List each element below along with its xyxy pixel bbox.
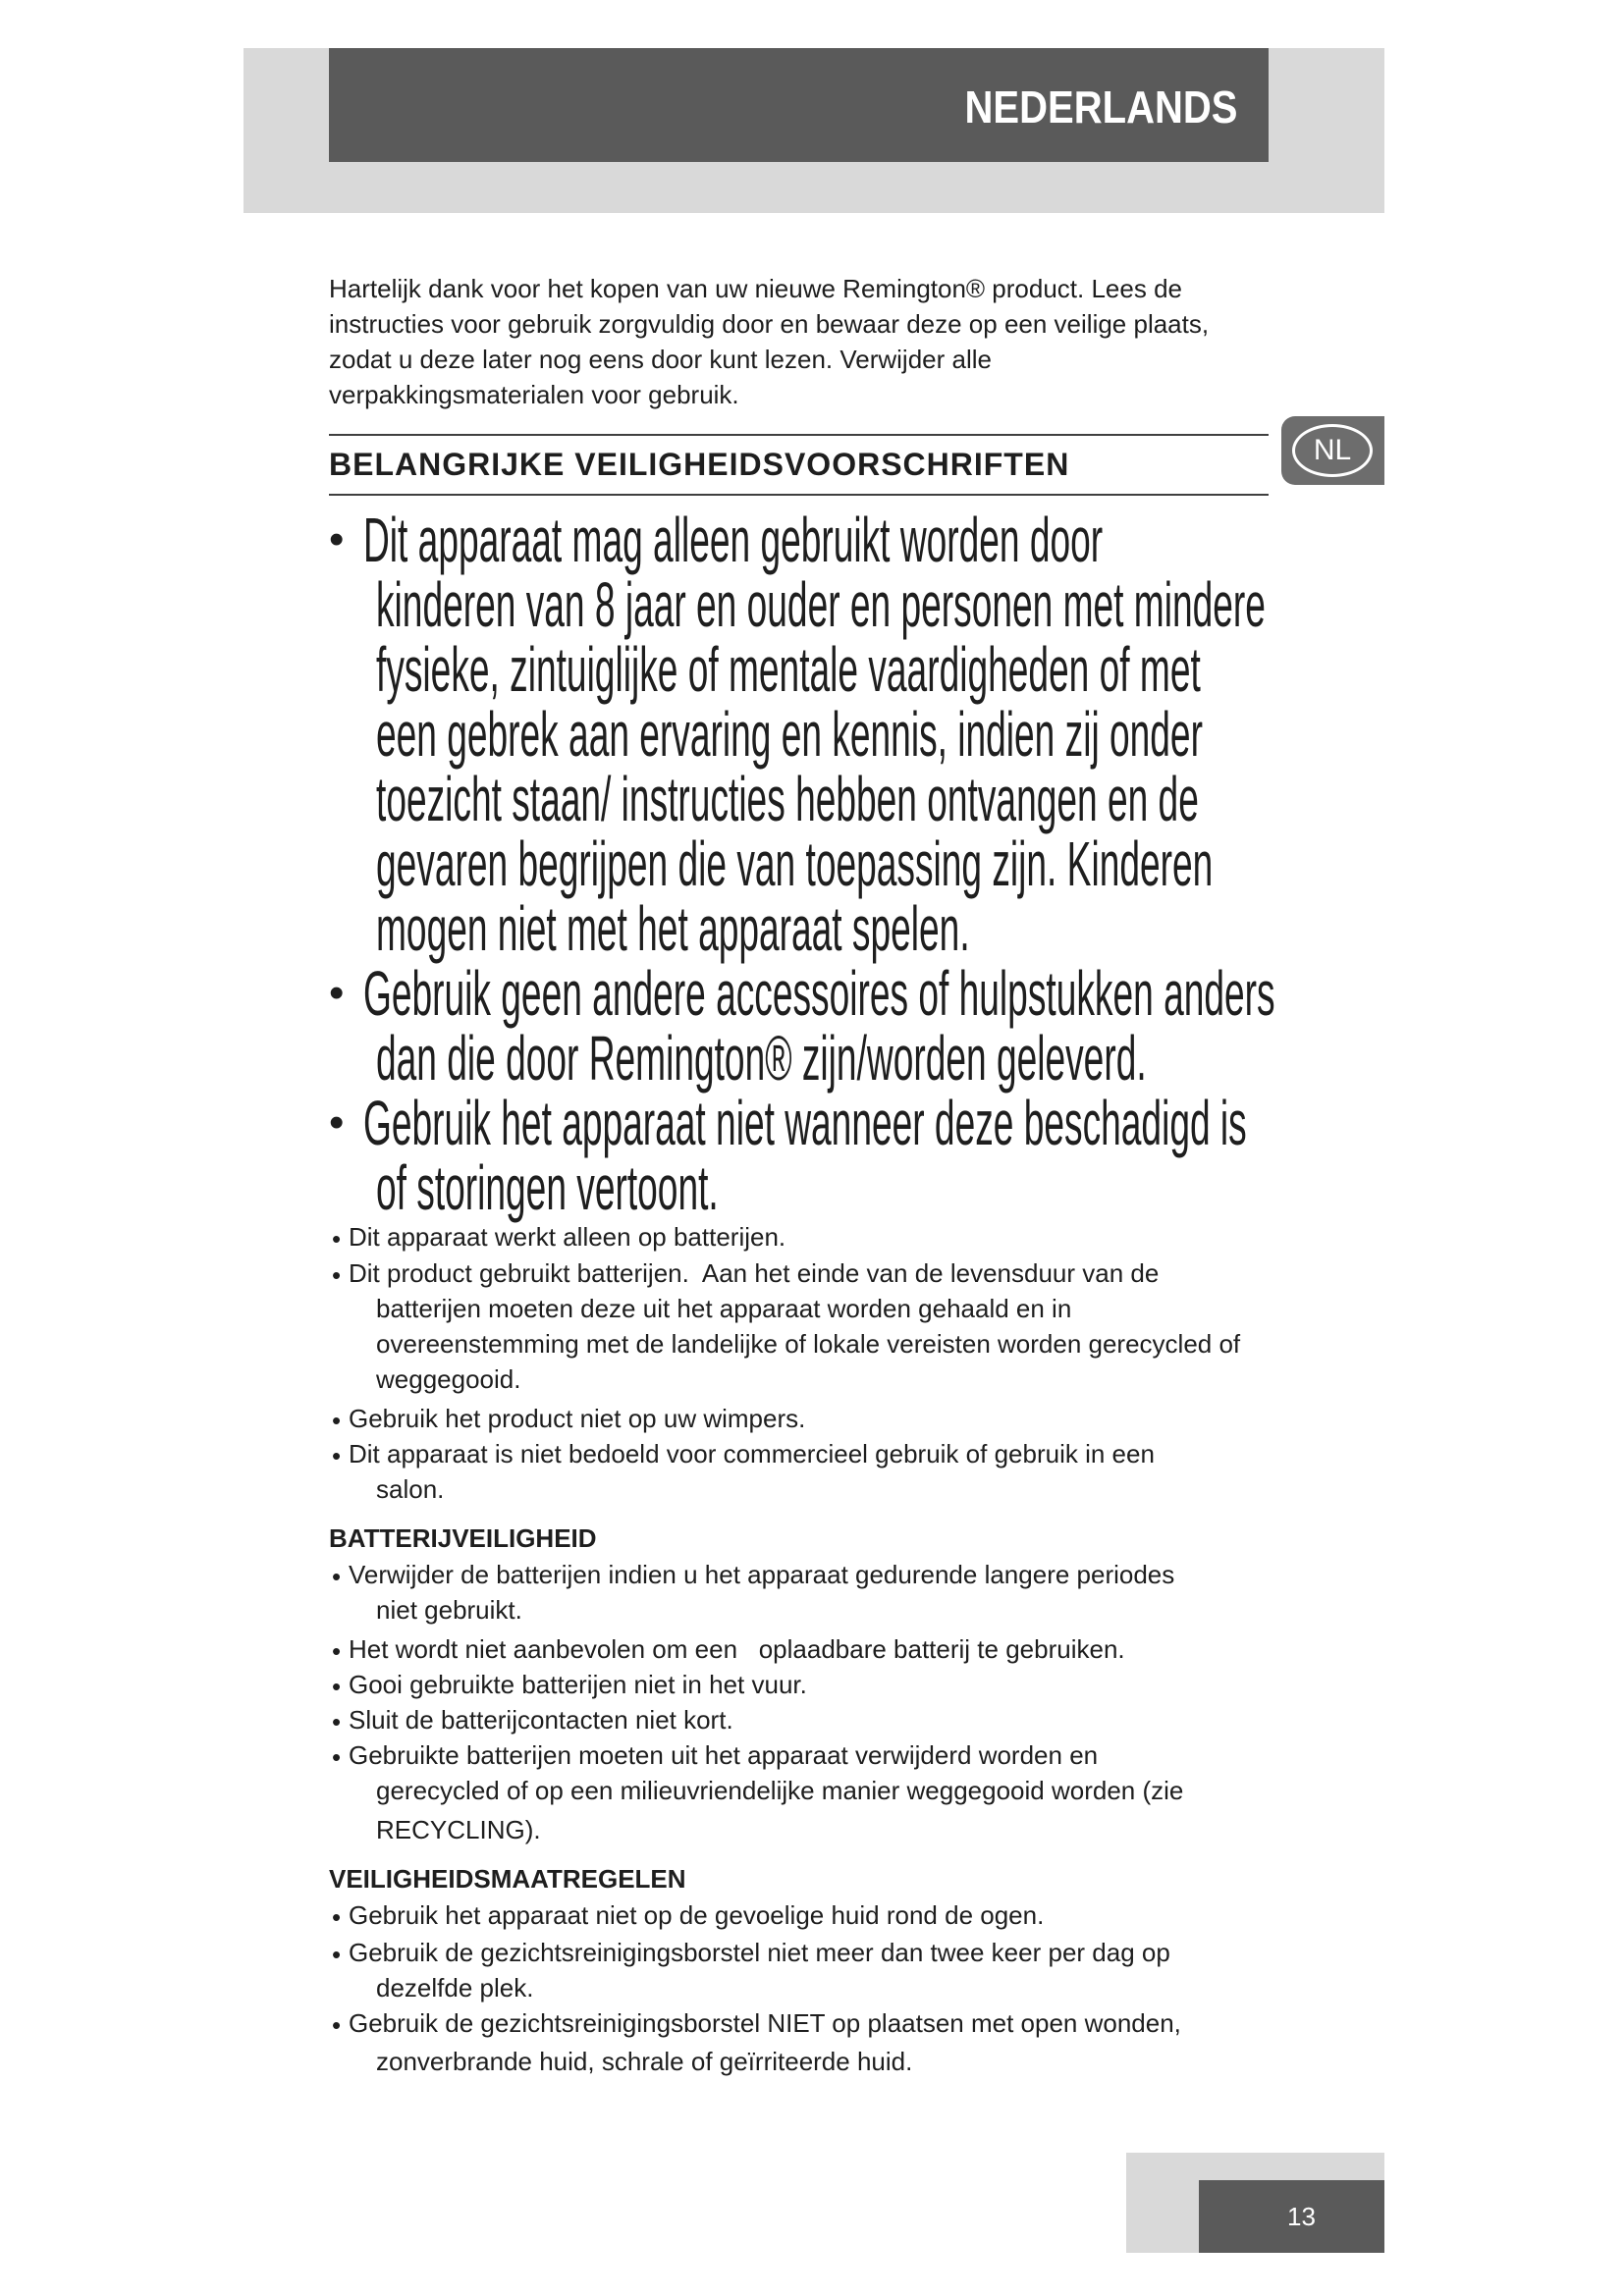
list-line: Dit apparaat werkt alleen op batterijen. xyxy=(349,1222,786,1252)
list-line: salon. xyxy=(376,1474,445,1504)
list-bullet: • xyxy=(332,1441,342,1470)
list-bullet: • xyxy=(332,1636,342,1666)
list-bullet: • xyxy=(329,515,345,563)
list-line: Het wordt niet aanbevolen om een oplaadbare batterij te gebruiken. xyxy=(349,1634,1125,1664)
header-language-title: NEDERLANDS xyxy=(964,81,1237,133)
important-line: fysieke, zintuiglijke of mentale vaardigheden of met xyxy=(376,634,1201,705)
intro-line: zodat u deze later nog eens door kunt lezen. Verwijder alle xyxy=(329,345,992,374)
list-line: Verwijder de batterijen indien u het apparaat gedurende langere periodes xyxy=(349,1560,1175,1589)
list-line: batterijen moeten deze uit het apparaat worden gehaald en in xyxy=(376,1294,1072,1323)
list-bullet: • xyxy=(332,1902,342,1932)
list-bullet: • xyxy=(332,1406,342,1435)
list-line: gerecycled of op een milieuvriendelijke manier weggegooid worden (zie xyxy=(376,1776,1184,1805)
list-bullet: • xyxy=(329,1098,345,1147)
important-line: toezicht staan/ instructies hebben ontvangen en de xyxy=(376,764,1199,834)
list-line: zonverbrande huid, schrale of geïrriteerde huid. xyxy=(376,2047,913,2076)
heading-rule-bottom xyxy=(329,494,1269,496)
intro-line: verpakkingsmaterialen voor gebruik. xyxy=(329,380,739,409)
precautions-heading: VEILIGHEIDSMAATREGELEN xyxy=(329,1864,686,1894)
list-line: Gooi gebruikte batterijen niet in het vuur. xyxy=(349,1670,807,1699)
battery-safety-heading: BATTERIJVEILIGHEID xyxy=(329,1523,597,1553)
language-badge-label: NL xyxy=(1313,434,1352,466)
list-line: Sluit de batterijcontacten niet kort. xyxy=(349,1705,733,1735)
list-line: weggegooid. xyxy=(376,1364,521,1394)
list-bullet: • xyxy=(332,1742,342,1772)
page-number: 13 xyxy=(1287,2202,1316,2231)
intro-line: Hartelijk dank voor het kopen van uw nieuwe Remington® product. Lees de xyxy=(329,274,1182,303)
list-bullet: • xyxy=(332,1260,342,1290)
important-line: dan die door Remington® zijn/worden geleverd. xyxy=(376,1023,1147,1094)
important-line: of storingen vertoont. xyxy=(376,1152,719,1223)
list-line: Gebruik het product niet op uw wimpers. xyxy=(349,1404,806,1433)
list-bullet: • xyxy=(332,2010,342,2040)
list-line: niet gebruikt. xyxy=(376,1595,522,1625)
list-line: dezelfde plek. xyxy=(376,1973,534,2002)
page-number-box xyxy=(1199,2180,1384,2253)
intro-line: instructies voor gebruik zorgvuldig door en bewaar deze op een veilige plaats, xyxy=(329,309,1210,339)
list-bullet: • xyxy=(332,1940,342,1969)
list-bullet: • xyxy=(329,969,345,1017)
important-line: mogen niet met het apparaat spelen. xyxy=(376,893,970,964)
important-line: gevaren begrijpen die van toepassing zijn. Kinderen xyxy=(376,828,1214,899)
heading-rule-top xyxy=(329,434,1269,436)
list-line: Gebruik de gezichtsreinigingsborstel niet meer dan twee keer per dag op xyxy=(349,1938,1170,1967)
important-line: Gebruik geen andere accessoires of hulpstukken anders xyxy=(363,958,1275,1029)
list-bullet: • xyxy=(332,1672,342,1701)
list-line: Gebruik het apparaat niet op de gevoelige huid rond de ogen. xyxy=(349,1900,1045,1930)
header-language-box xyxy=(329,48,1269,162)
language-badge xyxy=(1281,416,1384,485)
language-badge-oval xyxy=(1292,424,1373,477)
important-line: Gebruik het apparaat niet wanneer deze beschadigd is xyxy=(363,1088,1247,1158)
list-bullet: • xyxy=(332,1707,342,1736)
list-line: Gebruikte batterijen moeten uit het apparaat verwijderd worden en xyxy=(349,1740,1099,1770)
important-line: Dit apparaat mag alleen gebruikt worden door xyxy=(363,505,1104,575)
safety-heading: BELANGRIJKE VEILIGHEIDSVOORSCHRIFTEN xyxy=(329,447,1070,482)
list-bullet: • xyxy=(332,1562,342,1591)
list-line: Gebruik de gezichtsreinigingsborstel NIET op plaatsen met open wonden, xyxy=(349,2008,1181,2038)
important-line: kinderen van 8 jaar en ouder en personen met mindere xyxy=(376,569,1266,640)
list-line: overeenstemming met de landelijke of lokale vereisten worden gerecycled of xyxy=(376,1329,1241,1359)
important-line: een gebrek aan ervaring en kennis, indien zij onder xyxy=(376,699,1203,770)
list-line: Dit apparaat is niet bedoeld voor commercieel gebruik of gebruik in een xyxy=(349,1439,1155,1468)
list-line: Dit product gebruikt batterijen. Aan het einde van de levensduur van de xyxy=(349,1258,1160,1288)
list-line: RECYCLING). xyxy=(376,1815,541,1844)
list-bullet: • xyxy=(332,1224,342,1254)
